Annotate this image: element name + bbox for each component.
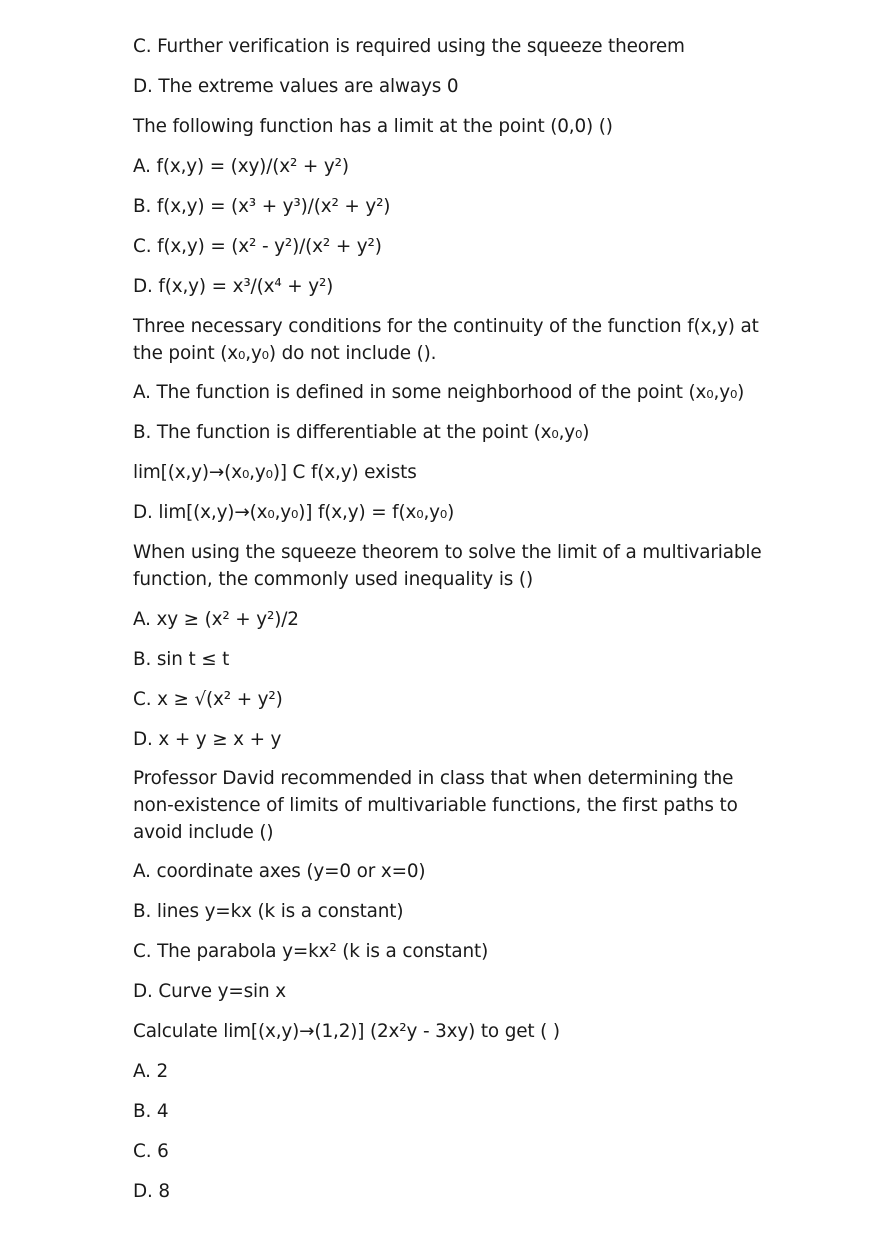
question-line: Calculate lim[(x,y)→(1,2)] (2x²y - 3xy) to get ( ) <box>133 1021 560 1042</box>
question-line: Three necessary conditions for the continuity of the function f(x,y) at the point (x₀,y₀) do not include (). <box>133 316 759 364</box>
option-line: A. f(x,y) = (xy)/(x² + y²) <box>133 156 349 177</box>
option-line: D. 8 <box>133 1181 170 1202</box>
option-line: C. f(x,y) = (x² - y²)/(x² + y²) <box>133 236 382 257</box>
option-line: C. The parabola y=kx² (k is a constant) <box>133 941 489 962</box>
question-line: When using the squeeze theorem to solve the limit of a multivariable function, the commonly used inequality is () <box>133 542 762 590</box>
question-line: The following function has a limit at the point (0,0) () <box>133 116 613 137</box>
option-line: A. xy ≥ (x² + y²)/2 <box>133 609 299 630</box>
option-line: D. Curve y=sin x <box>133 981 286 1002</box>
option-line: C. Further verification is required using the squeeze theorem <box>133 36 685 57</box>
option-line: A. coordinate axes (y=0 or x=0) <box>133 861 426 882</box>
option-line: B. 4 <box>133 1101 169 1122</box>
option-line: B. lines y=kx (k is a constant) <box>133 901 404 922</box>
option-line: B. sin t ≤ t <box>133 649 230 670</box>
question-line: Professor David recommended in class that when determining the non-existence of limits of multivariable functions, the first paths to avoid include () <box>133 768 738 843</box>
option-line: D. x + y ≥ x + y <box>133 729 282 750</box>
option-line: C. 6 <box>133 1141 169 1162</box>
option-line: D. f(x,y) = x³/(x⁴ + y²) <box>133 276 334 297</box>
option-line: C. x ≥ √(x² + y²) <box>133 689 283 710</box>
option-line: A. The function is defined in some neighborhood of the point (x₀,y₀) <box>133 382 745 403</box>
option-line: B. The function is differentiable at the point (x₀,y₀) <box>133 422 590 443</box>
option-line: D. The extreme values are always 0 <box>133 76 459 97</box>
option-line: A. 2 <box>133 1061 169 1082</box>
option-line: lim[(x,y)→(x₀,y₀)] C f(x,y) exists <box>133 462 417 483</box>
option-line: D. lim[(x,y)→(x₀,y₀)] f(x,y) = f(x₀,y₀) <box>133 502 455 523</box>
option-line: B. f(x,y) = (x³ + y³)/(x² + y²) <box>133 196 391 217</box>
